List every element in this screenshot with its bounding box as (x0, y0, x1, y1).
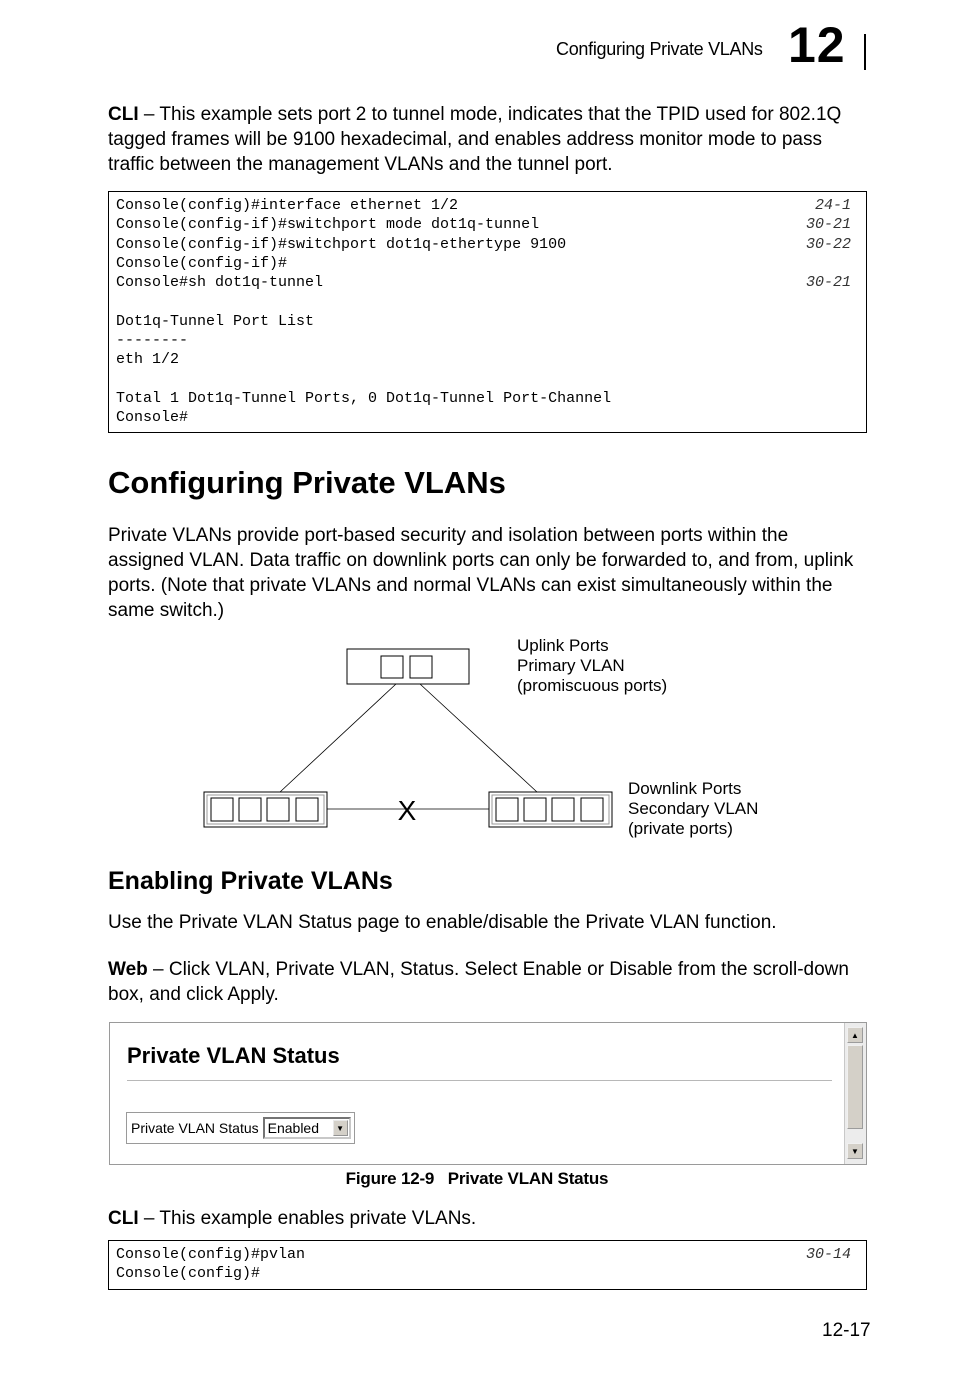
downlink-port (581, 798, 603, 821)
page-number: 12-17 (822, 1320, 871, 1341)
status-select[interactable] (263, 1117, 351, 1139)
uplink-switch (347, 649, 469, 684)
uplink-to-left-link (280, 684, 396, 792)
uplink-label: Uplink Ports Primary VLAN (promiscuous ports) (517, 636, 668, 695)
code-line (116, 389, 851, 408)
code-line (116, 370, 851, 389)
downlink-port (552, 798, 574, 821)
chapter-divider (864, 34, 866, 70)
web-paragraph (108, 957, 868, 1007)
code-command: Console(config-if)#switchport dot1q-ethertype 9100 (116, 235, 567, 253)
uplink-port (410, 656, 432, 678)
code-block-tunnel (108, 191, 867, 433)
downlink-port (524, 798, 546, 821)
cli-enable-paragraph (108, 1206, 868, 1231)
code-command: Console# (116, 409, 189, 427)
cli-label: CLI (108, 1208, 139, 1229)
code-page-reference: 30-22 (805, 235, 851, 253)
cli-label: CLI (108, 104, 139, 125)
downlink-port (496, 798, 518, 821)
subsection-body: Use the Private VLAN Status page to enable/disable the Private VLAN function. (108, 912, 777, 933)
subsection-title: Enabling Private VLANs (108, 867, 393, 895)
downlink-label: Downlink Ports Secondary VLAN (private ports) (628, 779, 759, 838)
code-page-reference: 30-14 (805, 1246, 851, 1263)
status-select-value: Enabled (267, 1120, 320, 1136)
code-line (116, 292, 851, 311)
private-vlan-status-screenshot (109, 1022, 867, 1165)
code-line (116, 312, 851, 331)
chevron-down-icon[interactable]: ▼ (333, 1120, 348, 1136)
code-line (116, 1264, 851, 1283)
code-command: Console(config)#interface ethernet 1/2 (116, 197, 459, 214)
uplink-to-right-link (420, 684, 537, 792)
code-command: Console(config)# (116, 1265, 261, 1283)
code-line (116, 408, 851, 427)
code-line (116, 331, 851, 350)
intro-cli-text: – This example sets port 2 to tunnel mode, indicates that the TPID used for 802.1Q tagged frames will be 9100 hexadecimal, and enables address monitor mode to pass traffic between the management VLANs and the tunnel port. (108, 104, 842, 175)
figure-caption: Figure 12-9 Private VLAN Status (345, 1169, 609, 1188)
code-block-pvlan (108, 1240, 867, 1290)
downlink-port (296, 798, 318, 821)
scroll-down-icon[interactable]: ▼ (847, 1143, 863, 1159)
code-line (116, 273, 851, 292)
status-row (126, 1112, 355, 1144)
cli-enable-text: – This example enables private VLANs. (138, 1208, 477, 1229)
blocked-mark: X (397, 795, 417, 826)
downlink-port (239, 798, 261, 821)
scroll-up-icon[interactable]: ▲ (847, 1027, 863, 1043)
code-line (116, 254, 851, 273)
screenshot-title: Private VLAN Status (127, 1043, 340, 1068)
code-command: Console(config-if)#switchport mode dot1q-tunnel (116, 216, 540, 234)
uplink-port (381, 656, 403, 678)
chapter-number: 12 (788, 17, 846, 73)
intro-cli-paragraph (108, 102, 868, 177)
web-label: Web (108, 959, 148, 980)
code-page-reference: 30-21 (805, 216, 851, 234)
status-field-label: Private VLAN Status (131, 1120, 259, 1136)
code-page-reference: 30-21 (805, 274, 851, 292)
code-line (116, 350, 851, 369)
downlink-port (267, 798, 289, 821)
running-header-title: Configuring Private VLANs (556, 39, 763, 59)
section-body: Private VLANs provide port-based security and isolation between ports within the assigned VLAN. Data traffic on downlink ports can only be forwarded to, and from, uplink ports. (Note that private VLANs and normal VLANs can exist simultaneously within the same switch.) (108, 525, 854, 621)
scroll-thumb[interactable] (847, 1045, 863, 1129)
code-command: -------- (116, 332, 189, 350)
code-line (116, 196, 851, 215)
code-command: Console(config)#pvlan (116, 1246, 306, 1263)
downlink-port (211, 798, 233, 821)
code-page-reference: 24-1 (814, 197, 851, 214)
web-text: – Click VLAN, Private VLAN, Status. Select Enable or Disable from the scroll-down box, and click Apply. (108, 959, 849, 1005)
code-command: eth 1/2 (116, 351, 180, 369)
code-line (116, 215, 851, 234)
screenshot-divider (127, 1080, 832, 1081)
code-line (116, 235, 851, 254)
code-command: Console#sh dot1q-tunnel (116, 274, 324, 292)
code-command: Total 1 Dot1q-Tunnel Ports, 0 Dot1q-Tunnel Port-Channel (116, 389, 612, 407)
code-line (116, 1245, 851, 1264)
code-command: Console(config-if)# (116, 254, 288, 272)
code-command: Dot1q-Tunnel Port List (116, 312, 315, 330)
private-vlan-diagram (200, 630, 800, 850)
vertical-scrollbar[interactable] (844, 1023, 866, 1164)
section-title: Configuring Private VLANs (108, 465, 506, 500)
